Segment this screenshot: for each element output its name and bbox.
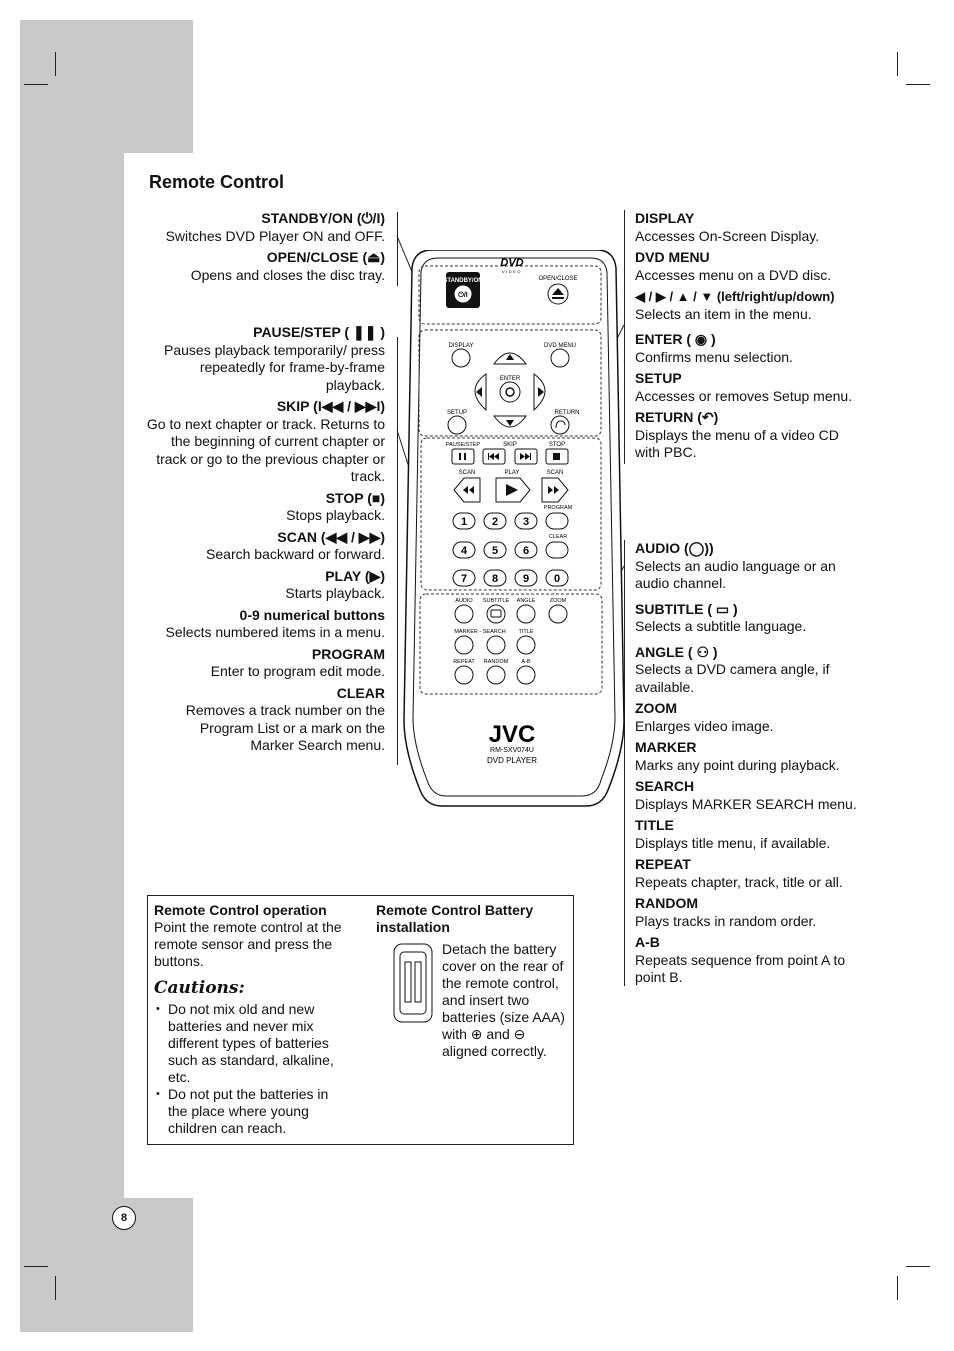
product-name: DVD PLAYER	[486, 756, 538, 765]
page-title: Remote Control	[149, 172, 284, 192]
item-text: Displays title menu, if available.	[635, 834, 831, 851]
item-heading: OPEN/CLOSE (⏏)	[266, 249, 385, 265]
item-heading: ZOOM	[635, 700, 677, 716]
item-heading: SUBTITLE ( ▭ )	[635, 600, 738, 617]
item-text: Stops playback.	[286, 507, 385, 523]
item-heading: ANGLE ( ⚇ )	[635, 643, 718, 660]
zoom-button[interactable]	[549, 605, 567, 623]
item-heading: TITLE	[635, 817, 674, 833]
standby-label: STANDBY/ON	[443, 278, 483, 284]
ab-button[interactable]	[517, 666, 535, 684]
item-heading: MARKER	[635, 739, 697, 755]
digit-2: 2	[491, 516, 499, 528]
item-heading: DISPLAY	[635, 210, 695, 226]
ab-label: A-B	[521, 659, 531, 665]
stop-icon	[553, 453, 560, 460]
item-heading: ENTER ( ◉ )	[635, 331, 716, 347]
standby-symbol: ⏻/I	[458, 292, 468, 299]
stop-label: STOP	[548, 442, 566, 448]
battery-illustration	[388, 942, 438, 1024]
operation-text: Point the remote control at the remote sensor and press the buttons.	[154, 919, 342, 969]
scan-forward-label: SCAN	[546, 470, 564, 476]
item-heading: SCAN (◀◀ / ▶▶)	[277, 528, 385, 545]
pause-step-button[interactable]	[452, 449, 474, 464]
item-text: Plays tracks in random order.	[635, 912, 817, 929]
item-text: Accesses or removes Setup menu.	[635, 387, 853, 404]
digit-8: 8	[491, 573, 499, 585]
search-button[interactable]	[487, 636, 505, 654]
item-text: Displays the menu of a video CD with PBC.	[635, 426, 839, 460]
digit-1: 1	[460, 516, 468, 528]
setup-label: SETUP	[446, 410, 468, 416]
item-text: Selects an audio language or an audio channel.	[635, 557, 836, 591]
scan-back-label: SCAN	[458, 470, 476, 476]
repeat-label: REPEAT	[453, 659, 475, 665]
item-text: Switches DVD Player ON and OFF.	[165, 227, 385, 244]
item-heading: STANDBY/ON (⏻/I)	[261, 210, 385, 226]
item-heading: SEARCH	[635, 778, 695, 794]
item-heading: 0-9 numerical buttons	[239, 606, 385, 623]
digit-6: 6	[522, 545, 530, 557]
item-heading: CLEAR	[336, 684, 385, 701]
page-number: 8	[112, 1206, 136, 1230]
caution-item: • Do not put the batteries in the place where young children can reach.	[154, 1086, 349, 1137]
open-close-label: OPEN/CLOSE	[538, 276, 578, 282]
model-number: RM-SXV074U	[490, 747, 534, 754]
item-text: Marks any point during playback.	[635, 756, 840, 773]
play-label: PLAY	[504, 470, 520, 476]
digit-0: 0	[553, 573, 561, 585]
pause-step-label: PAUSE/STEP	[445, 442, 481, 448]
audio-button[interactable]	[455, 605, 473, 623]
item-text: Go to next chapter or track. Returns to the beginning of current chapter or track or go to the previous chapter or track.	[146, 415, 385, 484]
battery-heading: Remote Control Battery installation	[376, 902, 534, 935]
repeat-button[interactable]	[455, 666, 473, 684]
item-heading: PROGRAM	[311, 645, 385, 662]
enter-button[interactable]	[500, 382, 520, 402]
digit-4: 4	[460, 545, 468, 557]
item-text: Enter to program edit mode.	[210, 663, 385, 679]
angle-label: ANGLE	[516, 598, 536, 604]
subtitle-button[interactable]	[487, 605, 505, 623]
program-button[interactable]	[546, 513, 568, 529]
item-text: Search backward or forward.	[206, 546, 385, 562]
item-heading: PAUSE/STEP ( ❚❚ )	[253, 324, 385, 340]
remote-control-illustration	[402, 250, 627, 810]
item-heading: SETUP	[635, 370, 682, 386]
dvd-logo: DVD	[500, 257, 524, 269]
marker-search-label: MARKER - SEARCH	[454, 629, 506, 635]
battery-section	[376, 902, 566, 1059]
item-text: Accesses On-Screen Display.	[635, 227, 820, 244]
item-text: Confirms menu selection.	[635, 348, 793, 365]
digit-7: 7	[460, 573, 468, 585]
angle-button[interactable]	[517, 605, 535, 623]
dvd-menu-button[interactable]	[551, 349, 569, 367]
dvd-menu-label: DVD MENU	[543, 343, 577, 349]
caution-item: • Do not mix old and new batteries and never mix different types of batteries such as standard, alkaline, etc.	[154, 1001, 349, 1086]
digit-5: 5	[491, 545, 499, 557]
display-label: DISPLAY	[448, 343, 474, 349]
digit-9: 9	[522, 573, 530, 585]
audio-label: AUDIO	[455, 598, 473, 604]
enter-label: ENTER	[499, 376, 521, 382]
item-heading: DVD MENU	[635, 249, 710, 265]
operation-heading: Remote Control operation	[154, 902, 327, 918]
item-heading: AUDIO (◯))	[635, 540, 714, 556]
zoom-label: ZOOM	[549, 598, 567, 604]
display-button[interactable]	[452, 349, 470, 367]
title-button[interactable]	[517, 636, 535, 654]
title-label: TITLE	[518, 629, 534, 635]
clear-button[interactable]	[546, 542, 568, 558]
random-button[interactable]	[487, 666, 505, 684]
item-text: Repeats sequence from point A to point B.	[635, 951, 846, 985]
item-heading: STOP (■)	[325, 489, 385, 506]
item-text: Selects numbered items in a menu.	[165, 624, 385, 640]
return-button[interactable]	[551, 416, 569, 434]
brand-logo: JVC	[488, 721, 536, 748]
item-heading: A-B	[635, 934, 660, 950]
item-text: Enlarges video image.	[635, 717, 774, 734]
item-text: Pauses playback temporarily/ press repeatedly for frame-by-frame playback.	[164, 341, 385, 393]
marker-button[interactable]	[455, 636, 473, 654]
cautions-heading: Cautions:	[154, 978, 245, 998]
item-text: Opens and closes the disc tray.	[190, 266, 385, 283]
clear-label: CLEAR	[548, 534, 568, 540]
item-text: Accesses menu on a DVD disc.	[635, 266, 832, 283]
item-text: Starts playback.	[285, 585, 385, 601]
item-heading: SKIP (I◀◀ / ▶▶I)	[276, 398, 385, 414]
program-label: PROGRAM	[543, 505, 573, 511]
item-text: Selects an item in the menu.	[635, 305, 812, 322]
subtitle-label: SUBTITLE	[482, 598, 510, 604]
item-text: Selects a DVD camera angle, if available.	[635, 661, 830, 695]
item-heading: REPEAT	[635, 856, 691, 872]
item-text: Removes a track number on the Program List or a mark on the Marker Search menu.	[185, 702, 385, 753]
digit-3: 3	[522, 516, 530, 528]
random-label: RANDOM	[483, 659, 509, 665]
item-heading: RETURN (↶)	[635, 409, 719, 425]
item-text: Displays MARKER SEARCH menu.	[635, 795, 857, 812]
item-heading: RANDOM	[635, 895, 698, 911]
item-text: Repeats chapter, track, title or all.	[635, 873, 843, 890]
item-heading: PLAY (▶)	[325, 567, 385, 584]
operation-section	[154, 902, 349, 1137]
item-text: Selects a subtitle language.	[635, 618, 807, 634]
video-logo: VIDEO	[502, 269, 522, 274]
setup-button[interactable]	[448, 416, 466, 434]
return-label: RETURN	[554, 410, 580, 416]
info-box	[147, 895, 574, 1145]
item-heading: ◀ / ▶ / ▲ / ▼ (left/right/up/down)	[635, 289, 835, 304]
battery-text: Detach the battery cover on the rear of the remote control, and insert two batteries (size AAA) with ⊕ and ⊖ aligned correctly.	[442, 941, 565, 1059]
skip-label: SKIP	[503, 442, 517, 448]
